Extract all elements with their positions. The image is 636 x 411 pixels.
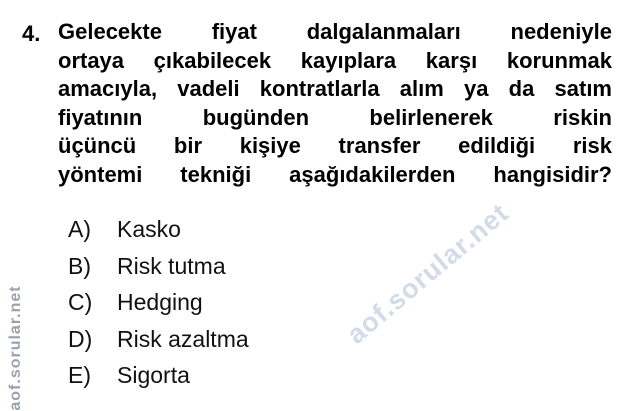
question-line: ortaya çıkabilecek kayıplara karşı korunmak bbox=[58, 47, 612, 73]
option-text: Sigorta bbox=[117, 362, 190, 388]
option-text: Hedging bbox=[117, 289, 203, 315]
option-text: Risk tutma bbox=[117, 252, 226, 279]
option-e bbox=[68, 362, 468, 399]
option-letter: C) bbox=[68, 289, 93, 315]
question-line: yöntemi tekniği aşağıdakilerden hangisidir? bbox=[58, 161, 612, 187]
option-d bbox=[68, 326, 468, 363]
options-list bbox=[68, 216, 468, 399]
question-line: üçüncü bir kişiye transfer edildiği risk bbox=[58, 133, 612, 158]
question-number: 4. bbox=[22, 21, 41, 46]
side-watermark: aof.sorular.net bbox=[7, 285, 24, 411]
option-c bbox=[68, 289, 468, 326]
question-text bbox=[58, 18, 612, 189]
option-text: Risk azaltma bbox=[117, 325, 249, 352]
diagonal-watermark: aof.sorular.net bbox=[341, 197, 515, 350]
option-letter: D) bbox=[68, 325, 93, 352]
option-letter: A) bbox=[68, 216, 91, 242]
question-line: fiyatının bugünden belirlenerek riskin bbox=[58, 104, 612, 130]
option-a bbox=[68, 216, 468, 253]
option-b bbox=[68, 253, 468, 290]
option-letter: B) bbox=[68, 252, 91, 279]
option-letter: E) bbox=[68, 362, 91, 388]
option-text: Kasko bbox=[117, 216, 181, 242]
question-line: Gelecekte fiyat dalgalanmaları nedeniyle bbox=[58, 19, 612, 44]
question-line: amacıyla, vadeli kontratlarla alım ya da satım bbox=[58, 76, 612, 101]
